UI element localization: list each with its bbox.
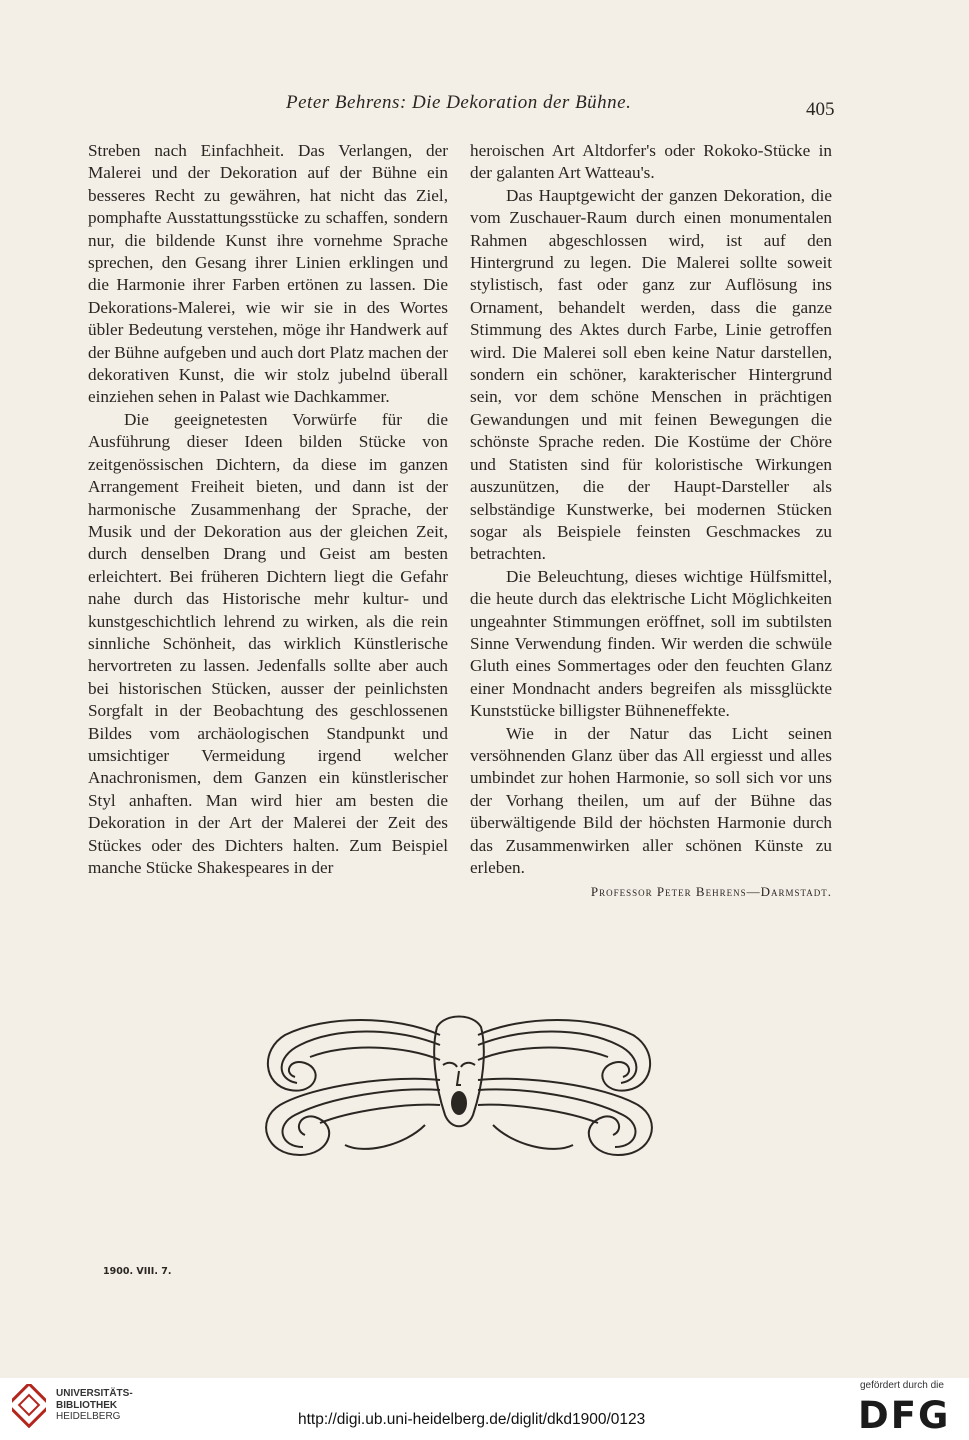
footer-bar (0, 1378, 969, 1440)
library-name: UNIVERSITÄTS- BIBLIOTHEK HEIDELBERG (56, 1388, 133, 1422)
paragraph: Wie in der Natur das Licht seinen versöhnenden Glanz über das All ergiesst und alles umbindet zur hohen Harmonie, so soll sich vor uns der Vorhang theilen, um auf der Bühne das überwältigende Bild der höchsten Harmonie durch das Zusammenwirken aller schönen Künste zu erleben. (470, 723, 832, 877)
running-title: Peter Behrens: Die Dekoration der Bühne. (286, 92, 632, 113)
paragraph: Streben nach Einfachheit. Das Verlangen, der Malerei und der Dekoration auf der Bühne ein besseres Recht zu gewähren, hat nicht das Ziel, pomphafte Ausstattungsstücke zu schaffen, sondern nur, die bildende Kunst ihre vornehme Sprache sprechen, den Gesang ihrer Linien erklingen und die Harmonie ihrer Farben ertönen zu lassen. Die Dekorations-Malerei, wie wir sie in des Wortes übler Bedeutung verstehen, möge ihr Handwerk auf der Bühne aufgeben und auch dort Platz machen der dekorativen Kunst, die wir stolz jubelnd überall einziehen sehen in Palast wie Dachkammer. (88, 141, 448, 407)
source-url-link[interactable]: http://digi.ub.uni-heidelberg.de/diglit/dkd1900/0123 (298, 1411, 646, 1428)
dfg-logo: DFG (858, 1394, 951, 1437)
left-column (88, 140, 448, 879)
library-logo-icon (12, 1384, 46, 1428)
sponsor-text: gefördert durch die (860, 1380, 944, 1391)
catalog-note: 1900. VIII. 7. (103, 1266, 172, 1277)
right-column (470, 140, 832, 904)
paragraph: Die Beleuchtung, dieses wichtige Hülfsmittel, die heute durch das elektrische Licht Möglichkeiten ungeahnter Stimmungen eröffnet, soll im subtilsten Sinne Verwendung finden. Wir werden die schwüle Gluth eines Sommertages oder den feuchten Glanz einer Mondnacht anders begreifen als missglückte Kunststücke billigster Bühneneffekte. (470, 566, 832, 721)
author-signature: Professor Peter Behrens—Darmstadt. (590, 884, 832, 900)
paragraph: heroischen Art Altdorfer's oder Rokoko-Stücke in der galanten Art Watteau's. (470, 141, 832, 183)
art-nouveau-mask-ornament (255, 1005, 663, 1165)
paragraph: Die geeignetesten Vorwürfe für die Ausführung dieser Ideen bilden Stücke von zeitgenössischen Dichtern, da diese im ganzen Arrangement Freiheit bieten, und dann ist der harmonische Zusammenhang der Sprache, der Musik und der Dekoration aus der gleichen Zeit, durch denselben Drang und Geist am besten erleichtert. Bei früheren Dichtern liegt die Gefahr nahe durch das Historische mehr kultur- und kunstgeschichtlich lehrend zu wirken, als die rein sinnliche Schönheit, das wirklich Künstlerische hervortreten zu lassen. Jedenfalls sollte aber auch bei historischen Stücken, ausser der peinlichsten Sorgfalt in der Beobachtung des geschlossenen Bildes vom archäologischen Standpunkt und umsichtiger Vermeidung irgend welcher Anachronismen, dem Ganzen ein künstlerischer Styl anhaften. Man wird hier am besten die Dekoration in der Art der Malerei der Zeit des Stückes oder des Dichters halten. Zum Beispiel manche Stücke Shakespeares in der (88, 409, 448, 877)
page-number: 405 (806, 99, 835, 120)
paragraph: Das Hauptgewicht der ganzen Dekoration, die vom Zuschauer-Raum durch einen monumentalen Rahmen abgeschlossen wird, ist auf den Hintergrund zu legen. Die Malerei sollte soweit stylistisch, fast oder ganz zur Auflösung ins Ornament, behandelt werden, dass die ganze Stimmung des Aktes durch Farbe, Linie getroffen wird. Die Malerei soll eben keine Natur darstellen, sondern ein schöner, karakterischer Hintergrund sein, vor dem schöne Menschen in prächtigen Gewandungen und mit feinen Bewegungen die schönste Sprache reden. Die Kostüme der Chöre und Statisten sind für koloristische Wirkungen auszunützen, die der Haupt-Darsteller als selbständige Kunstwerke, bei modernen Stücken sogar als Beispiele feinsten Geschmackes zu betrachten. (470, 185, 832, 564)
